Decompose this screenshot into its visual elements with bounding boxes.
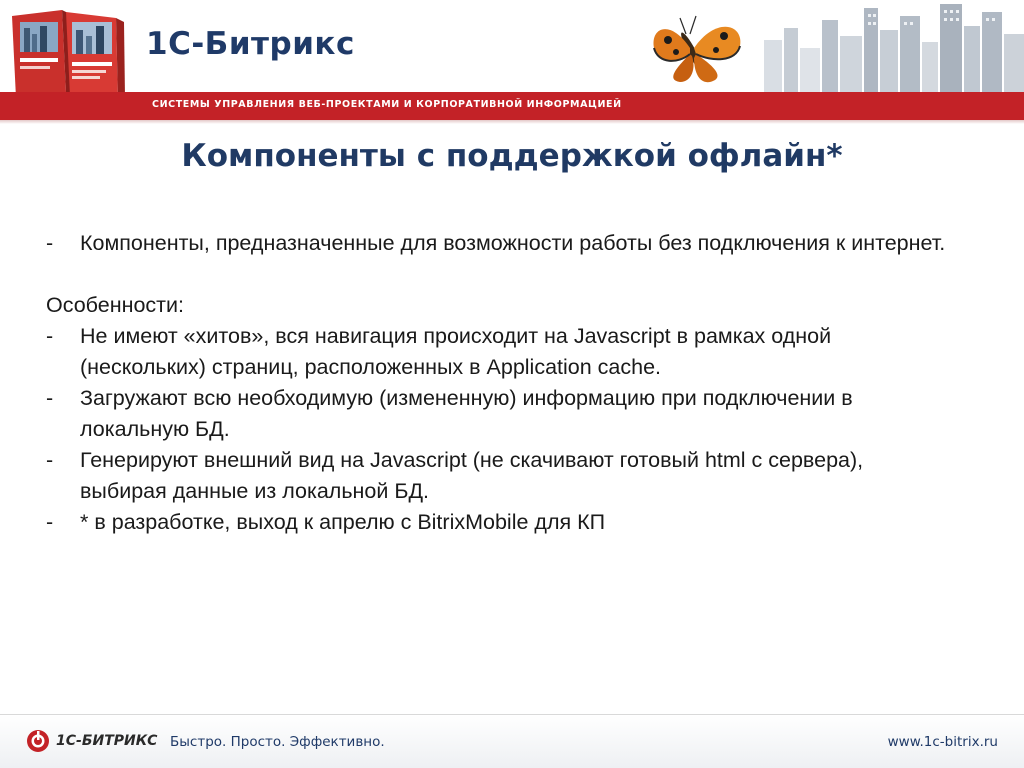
feature-text: * в разработке, выход к апрелю с BitrixMobile для КП bbox=[80, 510, 606, 534]
bullet-dash: - bbox=[46, 386, 54, 410]
header-band-shadow bbox=[0, 120, 1024, 124]
footer-slogan: Быстро. Просто. Эффективно. bbox=[170, 734, 385, 750]
feature-item bbox=[46, 383, 946, 445]
slide-content bbox=[46, 228, 946, 538]
slide-title: Компоненты с поддержкой офлайн* bbox=[181, 138, 843, 174]
footer-url-link[interactable]: www.1c-bitrix.ru bbox=[887, 734, 998, 750]
intro-text: Компоненты, предназначенные для возможности работы без подключения к интернет. bbox=[80, 231, 946, 255]
bullet-dash: - bbox=[46, 231, 54, 255]
bitrix-logo-icon bbox=[26, 729, 50, 753]
brand-logo-text: 1С-Битрикс bbox=[146, 26, 355, 62]
intro-item bbox=[46, 228, 946, 259]
bullet-dash: - bbox=[46, 510, 54, 534]
feature-text: Загружают всю необходимую (измененную) информацию при подключении в локальную БД. bbox=[80, 386, 853, 441]
feature-item bbox=[46, 445, 946, 507]
city-skyline-image bbox=[760, 0, 1024, 92]
footer-brand: 1С-БИТРИКС bbox=[56, 733, 158, 749]
bullet-dash: - bbox=[46, 324, 54, 348]
feature-text: Генерируют внешний вид на Javascript (не скачивают готовый html с сервера), выбирая данные из локальной БД. bbox=[80, 448, 864, 503]
features-heading: Особенности: bbox=[46, 293, 184, 317]
feature-item bbox=[46, 321, 946, 383]
feature-item bbox=[46, 507, 946, 538]
paragraph-spacer bbox=[46, 259, 946, 290]
butterfly-image bbox=[640, 8, 750, 88]
header-tagline: СИСТЕМЫ УПРАВЛЕНИЯ ВЕБ-ПРОЕКТАМИ И КОРПОРАТИВНОЙ ИНФОРМАЦИЕЙ bbox=[152, 99, 622, 110]
bullet-dash: - bbox=[46, 448, 54, 472]
product-box-image bbox=[8, 6, 128, 102]
feature-text: Не имеют «хитов», вся навигация происходит на Javascript в рамках одной (нескольких) страниц, расположенных в Application cache. bbox=[80, 324, 832, 379]
